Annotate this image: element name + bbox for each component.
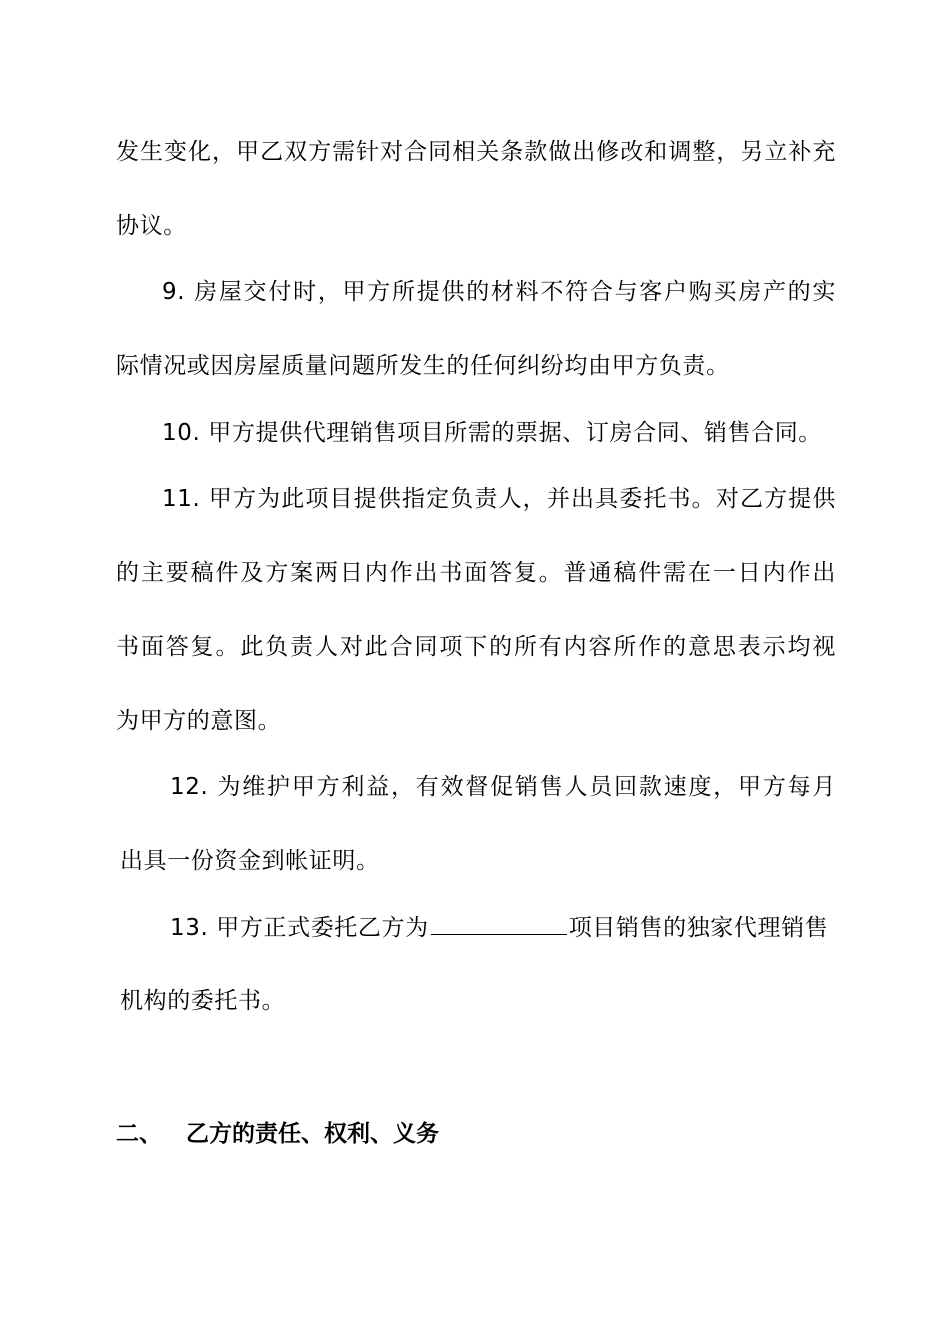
clause-9-line: 9. 房屋交付时，甲方所提供的材料不符合与客户购买房产的实 [162, 279, 836, 305]
paragraph-line: 协议。 [116, 213, 187, 239]
fill-in-blank [431, 914, 567, 935]
clause-11-line: 的主要稿件及方案两日内作出书面答复。普通稿件需在一日内作出 [116, 560, 836, 586]
clause-11-line: 书面答复。此负责人对此合同项下的所有内容所作的意思表示均视 [116, 634, 836, 660]
clause-12-line: 12. 为维护甲方利益，有效督促销售人员回款速度，甲方每月 [170, 774, 836, 800]
clause-12-line: 出具一份资金到帐证明。 [120, 848, 380, 874]
clause-11-line: 为甲方的意图。 [116, 708, 282, 734]
section-heading [116, 1119, 439, 1149]
section-number: 二、 [116, 1121, 162, 1147]
clause-13-text-after: 项目销售的独家代理销售 [568, 915, 829, 941]
clause-13-line: 机构的委托书。 [120, 988, 286, 1014]
clause-13-line [170, 913, 836, 943]
section-title: 乙方的责任、权利、义务 [186, 1121, 439, 1147]
clause-9-line: 际情况或因房屋质量问题所发生的任何纠纷均由甲方负责。 [116, 353, 730, 379]
clause-11-line: 11. 甲方为此项目提供指定负责人，并出具委托书。对乙方提供 [162, 486, 836, 512]
clause-13-text-before: 13. 甲方正式委托乙方为 [170, 915, 429, 941]
paragraph-line: 发生变化，甲乙双方需针对合同相关条款做出修改和调整，另立补充 [116, 139, 836, 165]
clause-10-line: 10. 甲方提供代理销售项目所需的票据、订房合同、销售合同。 [162, 420, 822, 446]
